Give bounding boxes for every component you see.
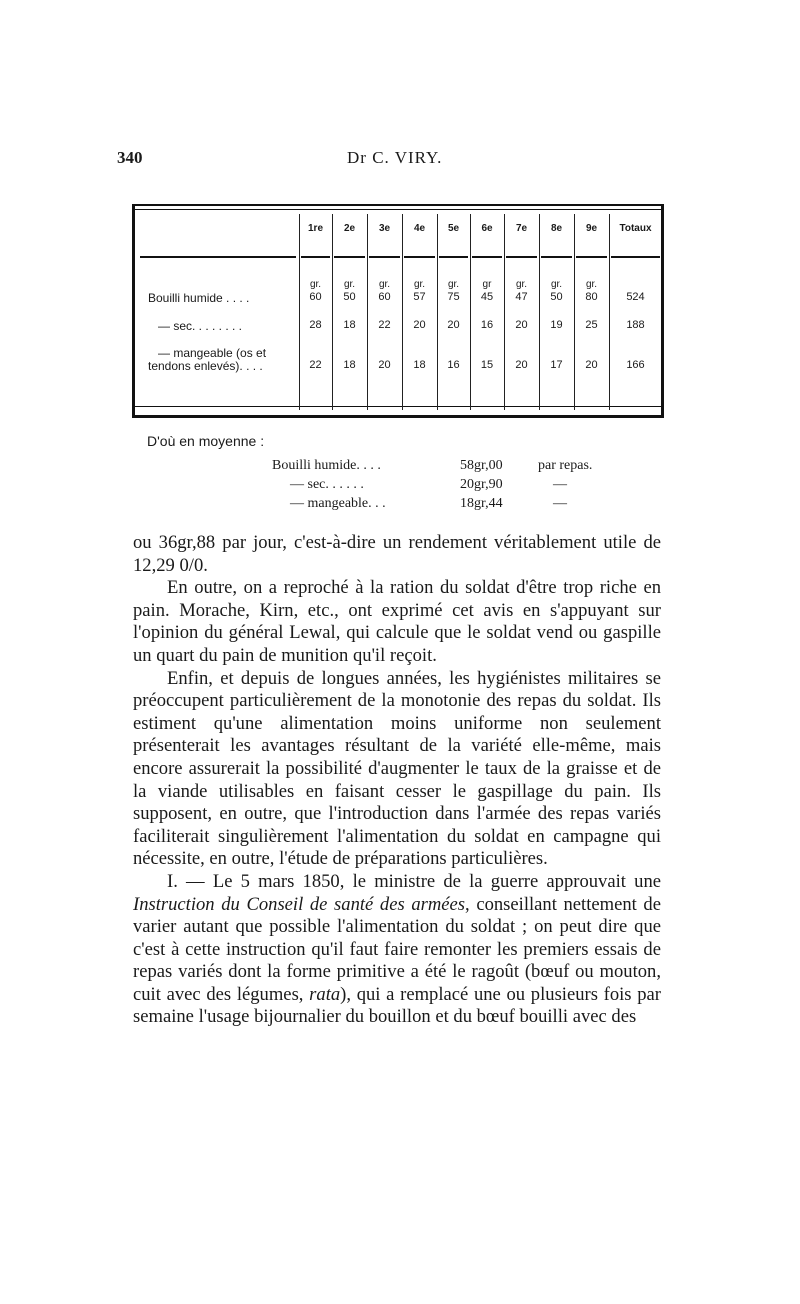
column-header-rule (369, 256, 400, 258)
table-cell: 15 (480, 359, 494, 371)
column-header: 8e (550, 223, 563, 234)
summary-label: Bouilli humide. . . . (272, 458, 381, 473)
column-header: 5e (447, 223, 460, 234)
column-header-rule (576, 256, 607, 258)
table-cell: 22 (378, 319, 391, 331)
unit-label: gr. (309, 279, 322, 290)
table-cell: 17 (550, 359, 563, 371)
table-column-line (470, 214, 471, 410)
italic-title: Instruction du Conseil de santé des armées (133, 893, 466, 915)
summary-label: — mangeable. . . (290, 496, 386, 511)
running-head: Dr C. VIRY. (347, 148, 443, 167)
column-header-rule (301, 256, 330, 258)
summary-value: 18gr,44 (460, 496, 503, 511)
text-run: I. — Le 5 mars 1850, le ministre de la guerre approuvait une (167, 870, 661, 892)
column-header-rule (541, 256, 572, 258)
text-run: , conseillant nettement de varier autant que possible l'alimentation du soldat ; on peut dire que c'est à cette instruction qu'il faut faire remonter les premiers essais de repas variés dont la forme primitive a été le ragoût (bœuf ou mouton, cuit avec des légumes, (133, 893, 661, 1005)
unit-label: gr. (378, 279, 391, 290)
summary-value: 20gr,90 (460, 477, 503, 492)
column-header: 4e (413, 223, 426, 234)
paragraph (133, 871, 661, 1029)
table-top-rule (135, 209, 661, 210)
page-header (0, 148, 800, 172)
table-cell: 19 (550, 319, 563, 331)
summary-value: 58gr,00 (460, 458, 503, 473)
summary-unit: — (553, 496, 567, 511)
table-bottom-rule (135, 406, 661, 407)
column-header-rule (404, 256, 435, 258)
table-cell: 20 (378, 359, 391, 371)
paragraph: Enfin, et depuis de longues années, les hygiénistes militaires se préoccupent particulièrement de la monotonie des repas du soldat. Ils estiment qu'une alimentation moins uniforme non seulement présenterait les avantages résultant de la variété elle-même, mais encore assurerait la possibilité d'augmenter le taux de la graisse et de la viande utilisables en faisant cesser le gaspillage du pain. Ils supposent, en outre, que l'introduction dans l'armée des repas variés faciliterait singulièrement l'alimentation du soldat en campagne qui nécessite, en outre, l'étude de préparations particulières. (133, 667, 661, 870)
table-cell: 75 (447, 291, 460, 303)
column-header: Totaux (619, 223, 652, 234)
table-column-line (402, 214, 403, 410)
table-cell: 524 (626, 291, 645, 303)
table-column-line (574, 214, 575, 410)
table-cell: 60 (378, 291, 391, 303)
column-header: 7e (515, 223, 528, 234)
unit-label: gr. (343, 279, 356, 290)
table-cell: 20 (515, 319, 528, 331)
summary-unit: par repas. (538, 458, 593, 473)
table-column-line (367, 214, 368, 410)
page-number: 340 (117, 148, 143, 167)
body-text (133, 532, 661, 1029)
table-cell: 50 (550, 291, 563, 303)
column-header: 2e (343, 223, 356, 234)
table-cell: 47 (515, 291, 528, 303)
table-cell: 20 (585, 359, 598, 371)
row-label-sec: — sec. . . . . . . . (158, 319, 243, 333)
table-column-line (437, 214, 438, 410)
row-label-mangeable-2: tendons enlevés). . . . (148, 359, 263, 373)
table-cell: 28 (309, 319, 322, 331)
column-header: 9e (585, 223, 598, 234)
unit-label: gr. (515, 279, 528, 290)
table-cell: 20 (515, 359, 528, 371)
table-cell: 166 (626, 359, 645, 371)
column-header-rule (334, 256, 365, 258)
data-table (132, 204, 664, 418)
column-header-rule (506, 256, 537, 258)
table-column-line (504, 214, 505, 410)
table-cell: 18 (343, 359, 356, 371)
table-cell: 50 (343, 291, 356, 303)
column-header: 1re (307, 223, 323, 234)
table-cell: 18 (343, 319, 356, 331)
column-header-rule (472, 256, 502, 258)
unit-label: gr. (413, 279, 426, 290)
table-cell: 25 (585, 319, 598, 331)
table-header-rule (140, 256, 296, 258)
column-header: 3e (378, 223, 391, 234)
summary-intro: D'où en moyenne : (147, 433, 265, 449)
table-cell: 188 (626, 319, 645, 331)
column-header-rule (611, 256, 660, 258)
italic-term: rata (309, 983, 341, 1005)
table-cell: 20 (413, 319, 426, 331)
table-cell: 16 (480, 319, 494, 331)
unit-label: gr. (550, 279, 563, 290)
row-label-mangeable-1: — mangeable (os et (158, 346, 267, 360)
table-cell: 45 (480, 291, 494, 303)
row-label-humide: Bouilli humide . . . . (148, 291, 250, 305)
unit-label: gr (482, 279, 492, 290)
table-cell: 20 (447, 319, 460, 331)
summary-label: — sec. . . . . . (290, 477, 364, 492)
summary-unit: — (553, 477, 567, 492)
table-column-line (299, 214, 300, 410)
unit-label: gr. (585, 279, 598, 290)
table-cell: 18 (413, 359, 426, 371)
unit-label: gr. (447, 279, 460, 290)
table-column-line (539, 214, 540, 410)
table-cell: 60 (309, 291, 322, 303)
text-run: ), qui a remplacé une ou plusieurs fois par semaine l'usage bijournalier du bouillon et du bœuf bouilli avec des (133, 983, 661, 1028)
paragraph: En outre, on a reproché à la ration du soldat d'être trop riche en pain. Morache, Kirn, etc., ont exprimé cet avis en s'appuyant sur l'opinion du général Lewal, qui calcule que le soldat vend ou gaspille un quart du pain de munition qu'il reçoit. (133, 577, 661, 666)
table-cell: 57 (413, 291, 426, 303)
table-cell: 22 (309, 359, 322, 371)
table-column-line (609, 214, 610, 410)
column-header: 6e (481, 223, 493, 234)
table-cell: 80 (585, 291, 598, 303)
column-header-rule (439, 256, 468, 258)
table-cell: 16 (447, 359, 460, 371)
table-column-line (332, 214, 333, 410)
paragraph: ou 36gr,88 par jour, c'est-à-dire un rendement véritablement utile de 12,29 0/0. (133, 532, 661, 576)
